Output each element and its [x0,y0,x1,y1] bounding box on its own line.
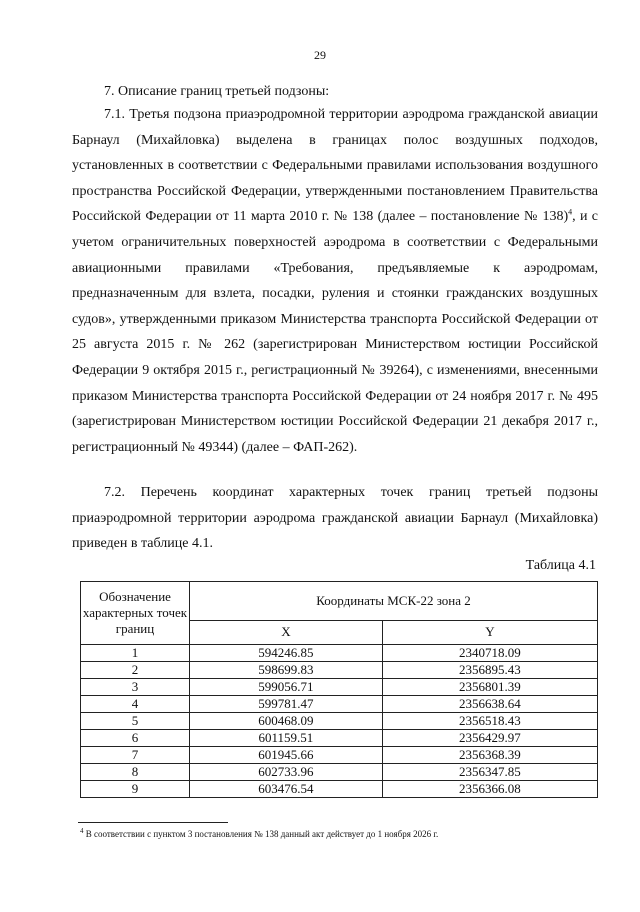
y-cell: 2356368.39 [382,747,597,764]
y-cell: 2356429.97 [382,730,597,747]
paragraph-7-1-text-after: , и с учетом ограничительных поверхностей аэродрома в соответствии с Федеральными авиационными правилами «Требования, предъявляемые к аэродромам, предназначенным для взлета, посадки, руления и стоянки гражданских воздушных судов», утвержденными приказом Министерства транспорта Российской Федерации от 25 августа 2015 г. № 262 (зарегистрирован Министерством юстиции Российской Федерации 9 октября 2015 г., регистрационный № 39264), с изменениями, внесенными приказом Министерства транспорта Российской Федерации от 24 ноября 2017 г. № 495 (зарегистрирован Министерством юстиции Российской Федерации 21 декабря 2017 г., регистрационный № 49344) (далее – ФАП-262). [72,209,598,455]
x-cell: 599056.71 [190,679,383,696]
y-cell: 2340718.09 [382,645,597,662]
point-cell: 9 [81,781,190,798]
section-heading: 7. Описание границ третьей подзоны: [104,84,330,99]
table-row [81,696,598,713]
coordinates-table [80,581,598,798]
table-caption: Таблица 4.1 [525,558,596,573]
footnote-reference: 4 [568,207,573,217]
table-row [81,730,598,747]
page-number: 29 [314,48,326,62]
x-cell: 598699.83 [190,662,383,679]
paragraph-7-2: 7.2. Перечень координат характерных точек границ третьей подзоны приаэродромной территории аэродрома гражданской авиации Барнаул (Михайловка) приведен в таблице 4.1. [72,485,598,552]
table-row [81,713,598,730]
x-cell: 599781.47 [190,696,383,713]
header-x: X [190,620,383,644]
point-cell: 6 [81,730,190,747]
header-y: Y [382,620,597,644]
table-row [81,662,598,679]
footnote-divider [78,822,228,823]
y-cell: 2356347.85 [382,764,597,781]
x-cell: 603476.54 [190,781,383,798]
footnote-marker: 4 [80,827,84,835]
table-row [81,679,598,696]
header-point-label: Обозначение характерных точек границ [81,582,190,645]
point-cell: 8 [81,764,190,781]
point-cell: 7 [81,747,190,764]
table-row [81,781,598,798]
y-cell: 2356895.43 [382,662,597,679]
x-cell: 601159.51 [190,730,383,747]
paragraph-7-1 [72,102,598,460]
point-cell: 1 [81,645,190,662]
point-cell: 4 [81,696,190,713]
footnote [80,829,438,839]
x-cell: 602733.96 [190,764,383,781]
header-coordinate-system: Координаты МСК-22 зона 2 [190,582,598,621]
point-cell: 5 [81,713,190,730]
y-cell: 2356801.39 [382,679,597,696]
table-row [81,747,598,764]
table-row [81,764,598,781]
y-cell: 2356366.08 [382,781,597,798]
x-cell: 594246.85 [190,645,383,662]
x-cell: 600468.09 [190,713,383,730]
y-cell: 2356638.64 [382,696,597,713]
x-cell: 601945.66 [190,747,383,764]
point-cell: 2 [81,662,190,679]
y-cell: 2356518.43 [382,713,597,730]
point-cell: 3 [81,679,190,696]
paragraph-7-1-text-before: 7.1. Третья подзона приаэродромной территории аэродрома гражданской авиации Барнаул (Михайловка) выделена в границах полос воздушных подходов, установленных в соответствии с Федеральными правилами использования воздушного пространства Российской Федерации, утвержденными постановлением Правительства Российской Федерации от 11 марта 2010 г. № 138 (далее – постановление № 138) [72,107,598,225]
table-row [81,645,598,662]
footnote-text: В соответствии с пунктом 3 постановления № 138 данный акт действует до 1 ноября 2026 г. [83,829,439,839]
